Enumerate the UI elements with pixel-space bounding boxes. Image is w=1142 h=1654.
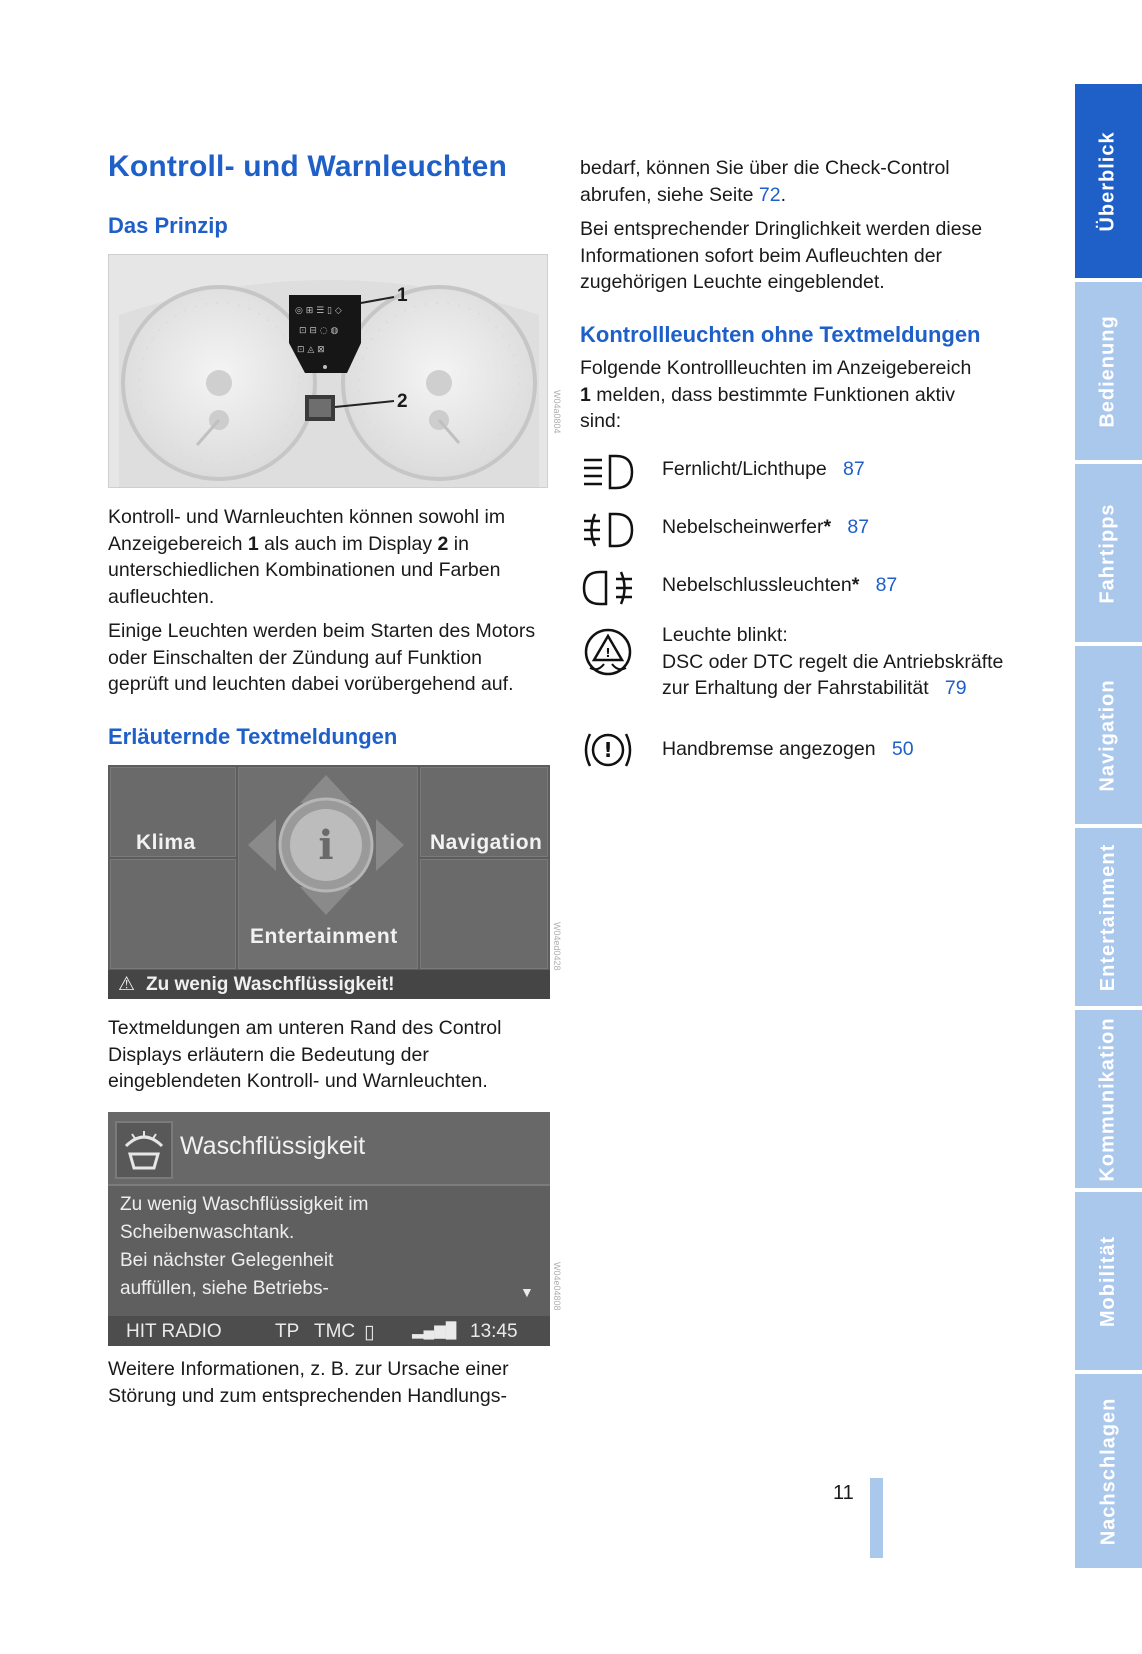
text-messages-paragraph-2: Weitere Informationen, z. B. zur Ursache einer Störung und zum entsprechenden Handlungs- (108, 1358, 509, 1407)
svg-text:!: ! (603, 738, 613, 762)
heading-erlaeuternde-textmeldungen: Erläuternde Textmeldungen (108, 724, 398, 749)
scroll-down-icon[interactable]: ▼ (520, 1284, 534, 1300)
lamp-label-front-fog: Nebelscheinwerfer (662, 516, 824, 538)
tab-mobilitaet[interactable]: Mobilität (1075, 1192, 1142, 1370)
tab-ueberblick[interactable]: Überblick (1075, 84, 1142, 278)
lamp-label-high-beam: Fernlicht/Lichthupe (662, 458, 827, 480)
status-time: 13:45 (470, 1321, 518, 1342)
page-ref-50[interactable]: 50 (891, 738, 914, 760)
lamp-row-parking-brake (580, 728, 1020, 772)
page-title: Kontroll- und Warnleuchten (108, 150, 508, 183)
status-radio: HIT RADIO (126, 1321, 222, 1342)
instrument-cluster-illustration (109, 255, 548, 488)
callout-2: 2 (397, 391, 408, 412)
lamp-label-rear-fog: Nebelschlussleuchten (662, 574, 852, 596)
figure-code: W04a0804 (552, 390, 562, 434)
page-number: 11 (833, 1482, 854, 1504)
instrument-cluster-figure (108, 254, 548, 488)
principle-paragraph-1: Kontroll- und Warnleuchten können sowohl im Anzeigebereich 1 als auch im Display 2 in unterschiedlichen Kombinationen und Farben aufleuchten. (108, 506, 506, 608)
right-paragraph-1: bedarf, können Sie über die Check-Control abrufen, siehe Seite 72. (580, 157, 950, 206)
principle-paragraph-2: Einige Leuchten werden beim Starten des Motors oder Einschalten der Zündung auf Funktion geprüft und leuchten dabei vorübergehend auf. (108, 620, 536, 695)
heading-kontrollleuchten-ohne-textmeldungen: Kontrollleuchten ohne Textmeldungen (580, 322, 981, 347)
lamps-intro: Folgende Kontrollleuchten im Anzeigebereich 1 melden, dass bestimmte Funktionen aktiv sind: (580, 357, 972, 432)
tab-kommunikation[interactable]: Kommunikation (1075, 1010, 1142, 1188)
heading-das-prinzip: Das Prinzip (108, 213, 228, 238)
callout-1: 1 (397, 285, 408, 306)
message-figure-code: W04e04808 (552, 1262, 562, 1311)
asterisk-1: * (823, 516, 832, 538)
asterisk-2: * (851, 574, 860, 596)
lamp-label-dsc-blinks: Leuchte blinkt: (662, 624, 788, 646)
message-line-2: Scheibenwaschtank. (120, 1222, 295, 1243)
warning-message-bar (108, 970, 550, 999)
high-beam-icon (580, 452, 636, 492)
lamp-row-rear-fog (580, 568, 1020, 612)
tab-entertainment[interactable]: Entertainment (1075, 828, 1142, 1006)
svg-text:◎ ⊞ ☰ ▯ ◇: ◎ ⊞ ☰ ▯ ◇ (295, 306, 342, 316)
page-ref-87-a[interactable]: 87 (843, 458, 865, 480)
svg-text:!: ! (605, 646, 611, 660)
warning-message-text: Zu wenig Waschflüssigkeit! (146, 974, 395, 995)
menu-figure-code: W04ed0428 (552, 922, 562, 971)
phone-icon: ▯ (364, 1322, 375, 1343)
warning-triangle-icon: ⚠ (118, 974, 136, 995)
page-ref-87-b[interactable]: 87 (847, 516, 870, 538)
lamp-row-front-fog (580, 510, 1020, 554)
menu-item-klima[interactable]: Klima (136, 831, 196, 854)
lamp-label-parking-brake: Handbremse angezogen (662, 738, 876, 760)
lamp-label-dsc-description: DSC oder DTC regelt die Antriebskräfte zur Erhaltung der Fahrstabilität (662, 650, 1004, 699)
front-fog-light-icon (580, 510, 636, 550)
message-detail-figure (108, 1112, 550, 1346)
page-ref-87-c[interactable]: 87 (875, 574, 898, 596)
tab-fahrtipps[interactable]: Fahrtipps (1075, 464, 1142, 642)
message-line-1: Zu wenig Waschflüssigkeit im (120, 1194, 369, 1215)
tab-bedienung[interactable]: Bedienung (1075, 282, 1142, 460)
lamp-row-dsc (580, 622, 1020, 732)
message-title: Waschflüssigkeit (180, 1132, 366, 1160)
controller-icon (108, 765, 550, 999)
washer-fluid-icon (114, 1120, 174, 1180)
tab-nachschlagen[interactable]: Nachschlagen (1075, 1374, 1142, 1568)
status-tp: TP (275, 1321, 300, 1342)
page-ref-79[interactable]: 79 (944, 677, 967, 699)
status-bar (108, 1316, 550, 1346)
right-paragraph-2: Bei entsprechender Dringlichkeit werden diese Informationen sofort beim Aufleuchten der zugehörigen Leuchte eingeblendet. (580, 218, 983, 293)
tab-navigation[interactable]: Navigation (1075, 646, 1142, 824)
signal-strength-icon: ▂▄▆█ (412, 1322, 457, 1339)
rear-fog-light-icon (580, 568, 636, 608)
control-display-menu-figure (108, 765, 550, 999)
message-line-3: Bei nächster Gelegenheit (120, 1250, 334, 1271)
text-messages-paragraph-1: Textmeldungen am unteren Rand des Control Displays erläutern die Bedeutung der eingeblendeten Kontroll- und Warnleuchten. (108, 1017, 502, 1092)
menu-item-navigation[interactable]: Navigation (430, 831, 543, 854)
dsc-warning-icon (580, 626, 636, 678)
message-line-4: auffüllen, siehe Betriebs- (120, 1278, 329, 1299)
page-marker (870, 1478, 883, 1558)
parking-brake-icon (580, 728, 636, 772)
page-ref-72[interactable]: 72 (758, 183, 781, 206)
svg-text:⊡ ◬ ⊠: ⊡ ◬ ⊠ (297, 345, 325, 355)
svg-text:i: i (318, 822, 334, 869)
status-tmc: TMC (314, 1321, 356, 1342)
svg-text:⊡ ⊟ ◌ ◍: ⊡ ⊟ ◌ ◍ (299, 326, 339, 336)
lamp-row-high-beam (580, 452, 1020, 496)
menu-item-entertainment[interactable]: Entertainment (250, 925, 398, 948)
